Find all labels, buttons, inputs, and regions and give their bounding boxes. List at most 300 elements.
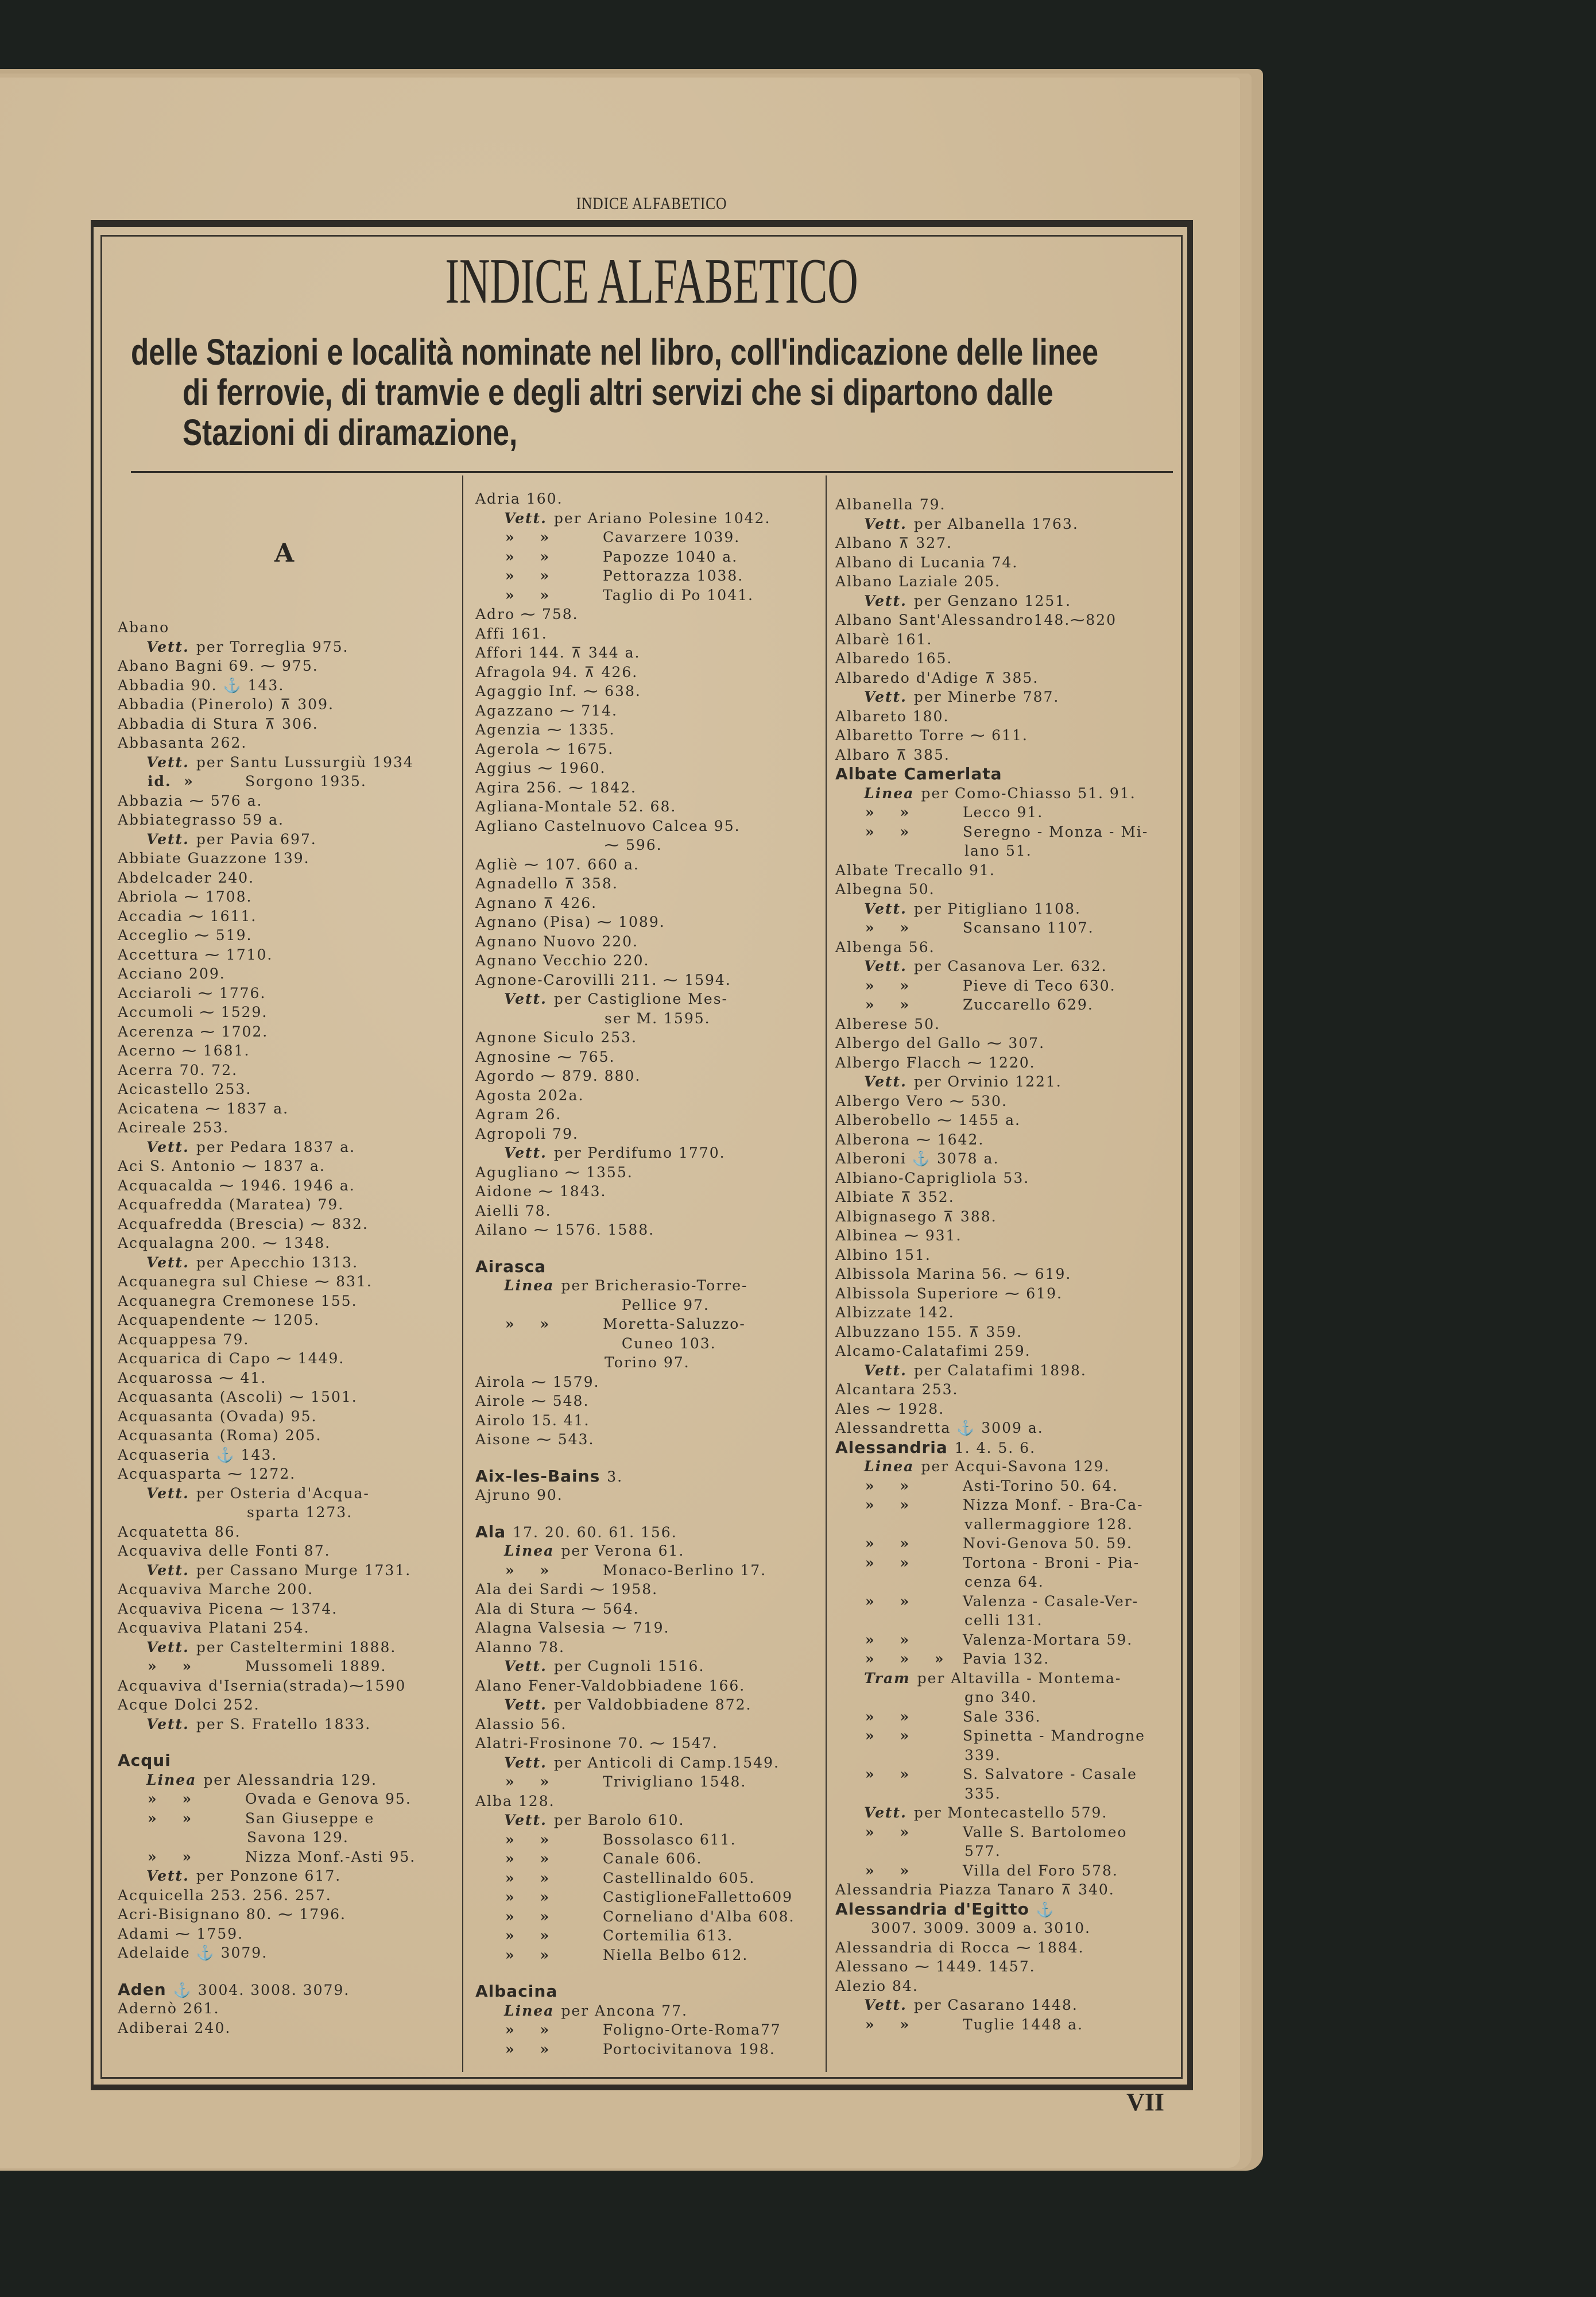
entry-text: Aielli 78.	[475, 1202, 552, 1219]
entry-text: per Bricherasio-Torre-	[561, 1277, 748, 1294]
index-entry	[835, 1842, 1203, 1861]
entry-text: Agnano ⊼ 426.	[475, 894, 598, 911]
index-entry	[835, 1264, 1203, 1284]
entry-text: Abano Bagni 69. ⁓ 975.	[118, 658, 319, 674]
entry-text: Agram 26.	[475, 1106, 562, 1123]
entry-lead: » »	[865, 804, 911, 821]
index-entry	[475, 1695, 831, 1715]
index-entry	[475, 740, 831, 759]
entry-lead: Vett.	[504, 1658, 547, 1675]
index-entry	[118, 637, 474, 657]
index-entry	[835, 630, 1203, 649]
entry-text: Agugliano ⁓ 1355.	[475, 1163, 633, 1181]
entry-text: 3.	[607, 1468, 623, 1485]
index-entry	[475, 989, 831, 1009]
index-entry	[118, 1426, 474, 1445]
entry-text: sparta 1273.	[247, 1504, 353, 1521]
index-entry	[118, 1943, 474, 1963]
entry-lead: » »	[148, 1809, 193, 1827]
index-entry	[835, 1880, 1203, 1900]
index-entry	[835, 1149, 1203, 1169]
entry-lead: Vett.	[146, 1484, 189, 1502]
entry-text: Corneliano d'Alba 608.	[603, 1908, 795, 1925]
entry-text: per Alessandria 129.	[203, 1771, 378, 1788]
index-entry	[835, 1246, 1203, 1265]
index-entry	[118, 1349, 474, 1368]
entry-lead: » »	[865, 977, 911, 994]
index-entry	[118, 1080, 474, 1099]
index-entry	[835, 1015, 1203, 1034]
entry-text: Albuzzano 155. ⊼ 359.	[835, 1323, 1023, 1340]
entry-text: Niella Belbo 612.	[603, 1946, 749, 1963]
entry-text: Alberona ⁓ 1642.	[835, 1131, 985, 1148]
index-entry	[118, 1310, 474, 1330]
entry-lead: Vett.	[146, 830, 189, 848]
entry-lead: Vett.	[504, 509, 547, 527]
entry-text: 17. 20. 60. 61. 156.	[513, 1523, 677, 1541]
index-entry	[118, 1176, 474, 1196]
entry-lead: » »	[505, 1561, 551, 1579]
entry-text: Acicastello 253.	[118, 1081, 252, 1097]
index-entry	[475, 1907, 831, 1927]
index-entry	[118, 1522, 474, 1542]
index-entry	[835, 1034, 1203, 1053]
index-entry	[475, 1926, 831, 1946]
entry-lead: Vett.	[864, 900, 907, 917]
index-entry	[835, 957, 1203, 976]
entry-text: Acquasanta (Ovada) 95.	[118, 1407, 317, 1425]
entry-text: Pellice 97.	[605, 1296, 710, 1313]
entry-text: 577.	[964, 1843, 1001, 1859]
entry-text: Acri-Bisignano 80. ⁓ 1796.	[118, 1906, 346, 1923]
index-entry	[835, 610, 1203, 630]
entry-text: Alessandretta ⚓ 3009 a.	[835, 1420, 1044, 1436]
index-entry	[475, 1792, 831, 1811]
entry-lead: » »	[505, 586, 551, 604]
index-entry	[835, 745, 1203, 765]
index-entry	[475, 1772, 831, 1792]
index-entry	[835, 1707, 1203, 1727]
entry-text: Acireale 253.	[118, 1119, 230, 1136]
index-entry	[835, 1957, 1203, 1977]
entry-text: Nizza Monf.-Asti 95.	[245, 1848, 416, 1865]
entry-text: Ala di Stura ⁓ 564.	[475, 1600, 640, 1617]
entry-text: Acquasanta (Roma) 205.	[118, 1427, 322, 1444]
entry-text: lano 51.	[964, 842, 1032, 859]
entry-text: Castellinaldo 605.	[603, 1869, 756, 1886]
index-entry	[835, 822, 1203, 842]
index-entry	[475, 970, 831, 990]
index-entry	[835, 1515, 1203, 1534]
index-entry	[835, 1919, 1203, 1938]
entry-text: Cortemilia 613.	[603, 1927, 734, 1944]
entry-lead: Vett.	[146, 1715, 189, 1733]
entry-lead: » » »	[865, 1650, 945, 1667]
index-entry	[475, 1201, 831, 1221]
index-entry	[118, 1041, 474, 1061]
index-entry	[835, 861, 1203, 880]
entry-text: Acquaseria ⚓ 143.	[118, 1446, 278, 1463]
station-name: Albate Camerlata	[835, 764, 1002, 783]
entry-text: Albissola Superiore ⁓ 619.	[835, 1285, 1063, 1302]
index-entry	[475, 1811, 831, 1830]
index-entry	[475, 1143, 831, 1163]
entry-lead: Vett.	[864, 1804, 907, 1821]
entry-text: Albaredo 165.	[835, 650, 953, 667]
index-entry	[475, 1618, 831, 1638]
entry-text: Abdelcader 240.	[118, 869, 255, 886]
index-entry	[475, 1888, 831, 1907]
index-entry	[835, 1977, 1203, 1996]
entry-text: Nizza Monf. - Bra-Ca-	[963, 1496, 1144, 1513]
index-entry	[118, 1233, 474, 1253]
entry-lead: Vett.	[146, 1638, 189, 1656]
index-entry	[835, 899, 1203, 919]
index-entry	[118, 1445, 474, 1465]
entry-text: Adami ⁓ 1759.	[118, 1925, 244, 1942]
entry-text: Acciano 209.	[118, 965, 226, 982]
index-entry	[475, 1599, 831, 1619]
entry-lead: Linea	[864, 784, 915, 802]
index-entry	[475, 2040, 831, 2059]
index-entry	[475, 1314, 831, 1334]
entry-text: Acquappesa 79.	[118, 1331, 250, 1348]
index-entry	[835, 1861, 1203, 1881]
entry-text: Alezio 84.	[835, 1977, 919, 1994]
index-entry	[835, 1746, 1203, 1765]
index-entry	[475, 1353, 831, 1372]
entry-lead: » »	[148, 1848, 193, 1865]
entry-text: Trivigliano 1548.	[603, 1773, 747, 1790]
index-entry	[835, 1188, 1203, 1207]
index-entry	[475, 874, 831, 894]
entry-text: Albaredo d'Adige ⊼ 385.	[835, 669, 1039, 686]
entry-text: Airole ⁓ 548.	[475, 1393, 590, 1409]
index-entry	[475, 1541, 831, 1561]
index-entry	[835, 1303, 1203, 1322]
index-heading	[835, 1438, 1203, 1457]
index-entry	[835, 553, 1203, 573]
entry-text: Acerenza ⁓ 1702.	[118, 1023, 269, 1040]
index-entry	[835, 841, 1203, 861]
index-entry	[118, 1561, 474, 1580]
entry-text: Ailano ⁓ 1576. 1588.	[475, 1221, 655, 1238]
entry-text: Aisone ⁓ 543.	[475, 1431, 595, 1448]
index-heading	[475, 1257, 831, 1277]
entry-lead: Vett.	[864, 1362, 907, 1379]
entry-text: Albaro ⊼ 385.	[835, 746, 950, 763]
entry-lead: » »	[148, 1791, 193, 1807]
index-entry	[475, 643, 831, 663]
index-entry	[475, 2020, 831, 2040]
index-entry	[835, 1476, 1203, 1496]
index-entry	[118, 1886, 474, 1905]
index-entry	[118, 1599, 474, 1619]
index-entry	[475, 1334, 831, 1354]
entry-lead: Vett.	[504, 1696, 547, 1713]
entry-text: Abbiategrasso 59 a.	[118, 811, 284, 828]
entry-lead: » »	[865, 1535, 911, 1552]
entry-text: Acquatetta 86.	[118, 1523, 241, 1540]
entry-text: per Montecastello 579.	[913, 1804, 1108, 1821]
index-entry	[118, 1368, 474, 1388]
entry-text: Albarè 161.	[835, 631, 933, 648]
index-entry	[118, 907, 474, 926]
index-entry	[475, 624, 831, 644]
entry-lead: » »	[865, 1554, 911, 1571]
entry-text: Lecco 91.	[963, 804, 1044, 821]
index-entry	[118, 1847, 474, 1867]
entry-lead: » »	[865, 1496, 911, 1513]
entry-text: Tortona - Broni - Pia-	[963, 1554, 1140, 1571]
entry-lead: Vett.	[146, 1138, 189, 1155]
entry-text: Mussomeli 1889.	[245, 1658, 387, 1675]
index-entry	[475, 1105, 831, 1124]
index-entry	[118, 830, 474, 849]
entry-lead: » »	[505, 529, 551, 546]
entry-text: per Acqui-Savona 129.	[921, 1458, 1110, 1475]
index-entry	[118, 695, 474, 714]
index-entry	[475, 2001, 831, 2021]
index-entry	[475, 797, 831, 817]
station-name: Ala	[475, 1522, 506, 1541]
entry-text: Pieve di Teco 630.	[963, 977, 1116, 994]
index-entry	[475, 759, 831, 778]
index-entry	[118, 1503, 474, 1522]
index-entry	[475, 1220, 831, 1240]
entry-text: Acquasanta (Ascoli) ⁓ 1501.	[118, 1389, 358, 1405]
entry-text: Torino 97.	[605, 1354, 690, 1371]
index-entry	[118, 791, 474, 811]
entry-text: ⚓	[1036, 1901, 1056, 1918]
index-entry	[118, 753, 474, 772]
entry-lead: » »	[865, 1727, 911, 1744]
entry-text: Alagna Valsesia ⁓ 719.	[475, 1619, 670, 1636]
entry-lead: » »	[865, 1631, 911, 1648]
spacer	[475, 1505, 831, 1522]
index-entry	[118, 1866, 474, 1886]
entry-lead: Linea	[864, 1458, 915, 1475]
index-entry	[475, 1163, 831, 1182]
entry-text: Novi-Genova 50. 59.	[963, 1535, 1133, 1552]
entry-text: Agnone Siculo 253.	[475, 1029, 637, 1046]
index-entry	[475, 547, 831, 567]
entry-text: per Valdobbiadene 872.	[553, 1696, 752, 1713]
index-entry	[118, 1770, 474, 1790]
entry-text: Albaretto Torre ⁓ 611.	[835, 727, 1028, 744]
index-entry	[118, 1003, 474, 1022]
index-entry	[475, 1411, 831, 1430]
entry-text: Acerno ⁓ 1681.	[118, 1042, 250, 1059]
index-entry	[475, 1182, 831, 1201]
index-entry	[475, 605, 831, 624]
entry-text: Moretta-Saluzzo-	[603, 1316, 746, 1332]
index-entry	[835, 938, 1203, 957]
entry-text: Albinea ⁓ 931.	[835, 1227, 962, 1244]
entry-lead: Linea	[504, 1277, 555, 1294]
entry-lead: » »	[505, 1773, 551, 1790]
entry-text: Agnano Vecchio 220.	[475, 952, 650, 969]
index-entry	[475, 1391, 831, 1411]
index-heading	[835, 764, 1203, 784]
index-entry	[118, 1272, 474, 1291]
index-entry	[835, 1996, 1203, 2015]
entry-text: Albanella 79.	[835, 496, 946, 513]
entry-text: Acquanegra sul Chiese ⁓ 831.	[118, 1273, 373, 1290]
entry-text: Abbiate Guazzone 139.	[118, 850, 310, 867]
entry-text: Agosta 202a.	[475, 1086, 584, 1104]
index-entry	[835, 1111, 1203, 1130]
index-entry	[835, 2015, 1203, 2035]
entry-text: Alcantara 253.	[835, 1381, 959, 1398]
entry-text: Abbadia (Pinerolo) ⊼ 309.	[118, 696, 334, 713]
subtitle-line: Stazioni di diramazione,	[183, 412, 518, 453]
entry-text: Abriola ⁓ 1708.	[118, 888, 253, 905]
entry-text: Scansano 1107.	[963, 919, 1094, 936]
entry-text: Accadia ⁓ 1611.	[118, 907, 257, 925]
index-entry	[118, 1618, 474, 1638]
index-entry	[118, 1541, 474, 1561]
entry-lead: » »	[865, 919, 911, 936]
index-entry	[835, 1207, 1203, 1227]
index-entry	[475, 1676, 831, 1696]
entry-text: Albano ⊼ 327.	[835, 535, 952, 551]
index-entry	[835, 1284, 1203, 1304]
entry-text: Cuneo 103.	[605, 1335, 716, 1352]
index-entry	[118, 1099, 474, 1119]
entry-text: Alanno 78.	[475, 1638, 565, 1656]
index-entry	[475, 1276, 831, 1296]
index-entry	[118, 1828, 474, 1847]
entry-text: per Genzano 1251.	[913, 592, 1072, 609]
index-entry	[118, 1387, 474, 1407]
index-entry	[835, 1726, 1203, 1746]
index-entry	[118, 733, 474, 753]
entry-lead: Vett.	[146, 1867, 189, 1884]
station-name: Albacina	[475, 1982, 558, 2001]
index-entry	[835, 1938, 1203, 1958]
entry-text: Ajruno 90.	[475, 1487, 563, 1503]
entry-lead: Vett.	[864, 1997, 907, 2013]
index-entry	[475, 509, 831, 528]
entry-lead: Vett.	[864, 515, 907, 532]
index-entry	[835, 918, 1203, 938]
entry-text: Albergo del Gallo ⁓ 307.	[835, 1035, 1045, 1051]
entry-text: Seregno - Monza - Mi-	[963, 823, 1149, 840]
entry-text: Savona 129.	[247, 1829, 349, 1846]
entry-text: per Torreglia 975.	[196, 638, 349, 655]
entry-text: Airola ⁓ 1579.	[475, 1373, 600, 1390]
entry-lead: » »	[865, 1592, 911, 1610]
spacer	[118, 1734, 474, 1751]
entry-text: Acqualagna 200. ⁓ 1348.	[118, 1235, 331, 1251]
entry-lead: » »	[505, 1908, 551, 1925]
entry-text: Monaco-Berlino 17.	[603, 1561, 767, 1579]
entry-text: per Albanella 1763.	[913, 515, 1079, 532]
entry-text: Albate Trecallo 91.	[835, 861, 995, 879]
entry-text: Acquaviva Picena ⁓ 1374.	[118, 1600, 338, 1617]
entry-text: Pavia 132.	[963, 1650, 1050, 1667]
index-entry	[835, 1072, 1203, 1092]
entry-text: Ala dei Sardi ⁓ 1958.	[475, 1581, 658, 1598]
entry-lead: Vett.	[504, 1144, 547, 1161]
entry-lead: Vett.	[146, 1561, 189, 1579]
entry-lead: Vett.	[864, 689, 907, 705]
entry-lead: Linea	[146, 1771, 197, 1788]
entry-text: 335.	[964, 1785, 1001, 1802]
entry-text: Alberoni ⚓ 3078 a.	[835, 1150, 1000, 1167]
header-rule	[131, 471, 1173, 473]
entry-text: Albenga 56.	[835, 938, 935, 956]
index-entry	[835, 726, 1203, 745]
entry-text: per Ancona 77.	[561, 2002, 688, 2019]
index-entry	[118, 1022, 474, 1042]
entry-text: Bossolasco 611.	[603, 1831, 737, 1848]
index-entry	[475, 1561, 831, 1580]
entry-text: Acquaviva d'Isernia(strada)⁓1590	[118, 1677, 406, 1694]
entry-lead: Vett.	[864, 592, 907, 609]
entry-text: per Perdifumo 1770.	[553, 1144, 726, 1161]
index-entry	[118, 810, 474, 830]
entry-text: Agira 256. ⁓ 1842.	[475, 779, 637, 796]
entry-text: Acquarica di Capo ⁓ 1449.	[118, 1350, 345, 1367]
index-entry	[835, 1092, 1203, 1111]
index-entry	[835, 1130, 1203, 1150]
index-entry	[475, 1830, 831, 1850]
entry-text: Adro ⁓ 758.	[475, 606, 579, 622]
index-entry	[475, 489, 831, 509]
entry-lead: Vett.	[504, 1812, 547, 1828]
index-entry	[475, 1638, 831, 1657]
spacer	[118, 1963, 474, 1980]
index-entry	[118, 714, 474, 734]
entry-text: per Cugnoli 1516.	[553, 1658, 705, 1675]
index-entry	[118, 945, 474, 965]
entry-text: Abbasanta 262.	[118, 734, 247, 751]
entry-text: Acquicella 253. 256. 257.	[118, 1886, 332, 1904]
index-heading	[118, 1980, 474, 2000]
index-entry	[118, 676, 474, 695]
entry-lead: » »	[505, 1869, 551, 1886]
entry-lead: » »	[865, 1708, 911, 1725]
index-entry	[475, 817, 831, 836]
index-entry	[118, 1157, 474, 1176]
entry-text: Adelaide ⚓ 3079.	[118, 1944, 268, 1961]
index-entry	[118, 1118, 474, 1138]
index-entry	[835, 1823, 1203, 1842]
index-heading	[475, 1522, 831, 1542]
entry-lead: » »	[505, 1831, 551, 1848]
index-entry	[475, 1296, 831, 1315]
index-entry	[475, 528, 831, 547]
entry-lead: » »	[505, 2021, 551, 2038]
index-entry	[475, 1372, 831, 1392]
entry-text: Aidone ⁓ 1843.	[475, 1183, 607, 1200]
entry-text: per Casarano 1448.	[913, 1997, 1078, 2013]
entry-text: Agliè ⁓ 107. 660 a.	[475, 856, 640, 873]
index-entry	[118, 1195, 474, 1215]
index-entry	[118, 772, 474, 791]
index-entry	[118, 849, 474, 868]
index-entry	[835, 572, 1203, 591]
entry-text: per Casanova Ler. 632.	[913, 958, 1107, 975]
entry-lead: id. »	[148, 773, 194, 790]
page-number: VII	[1126, 2088, 1165, 2116]
entry-text: Sale 336.	[963, 1708, 1041, 1725]
index-entry	[835, 1418, 1203, 1438]
entry-text: Acerra 70. 72.	[118, 1061, 238, 1078]
entry-text: Agazzano ⁓ 714.	[475, 702, 618, 719]
